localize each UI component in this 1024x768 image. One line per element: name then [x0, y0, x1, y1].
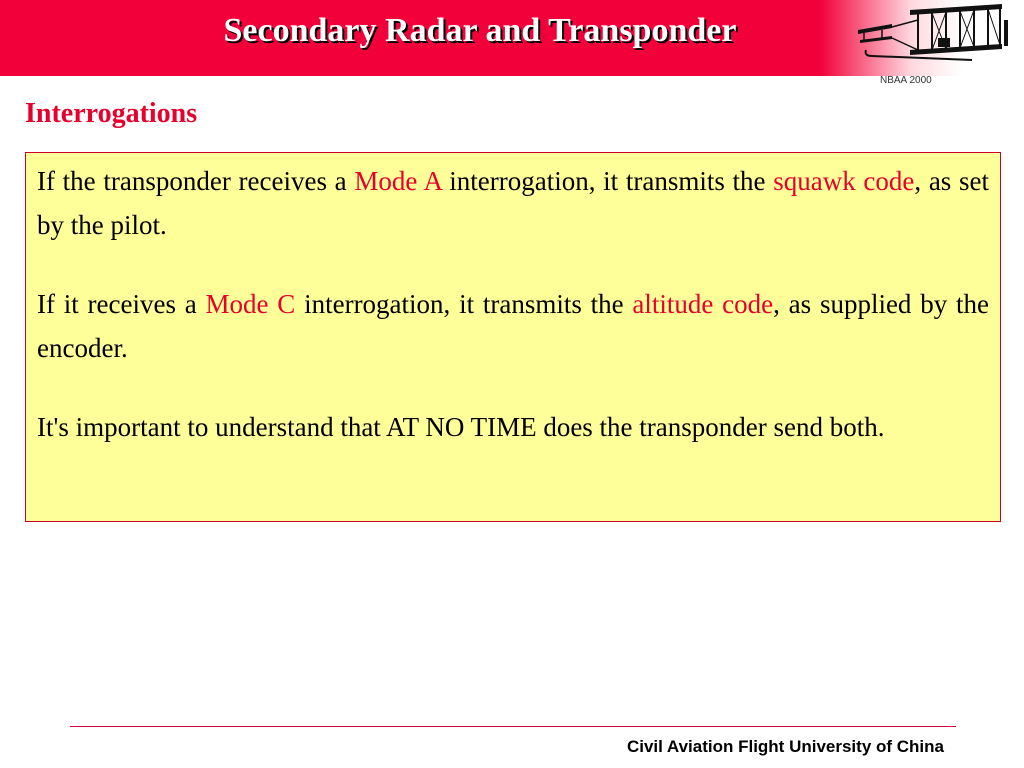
- paragraph-mode-c: [37, 282, 989, 370]
- text: It's important to understand that AT NO TIME does the transponder send both.: [37, 412, 885, 442]
- wright-flyer-logo-icon: [852, 0, 1012, 78]
- text: If it receives a: [37, 289, 206, 319]
- text: , as set by the pilot.: [37, 166, 989, 240]
- text: interrogation, it transmits the: [441, 166, 774, 196]
- footer-divider: [70, 726, 956, 727]
- highlight-mode-a: Mode A: [354, 166, 442, 196]
- highlight-mode-c: Mode C: [205, 289, 296, 319]
- footer-institution: Civil Aviation Flight University of China: [626, 737, 944, 756]
- logo-caption: NBAA 2000: [880, 76, 932, 86]
- highlight-altitude-code: altitude code: [632, 289, 774, 319]
- paragraph-at-no-time: [37, 405, 989, 449]
- slide-title: Secondary Radar and Transponder: [223, 12, 737, 49]
- content-box: [25, 152, 1001, 522]
- text: interrogation, it transmits the: [295, 289, 633, 319]
- highlight-squawk-code: squawk code: [773, 166, 915, 196]
- text: , as supplied by the encoder.: [37, 289, 989, 363]
- paragraph-mode-a: [37, 159, 989, 247]
- text: If the transponder receives a: [37, 166, 355, 196]
- section-heading: Interrogations: [25, 98, 198, 129]
